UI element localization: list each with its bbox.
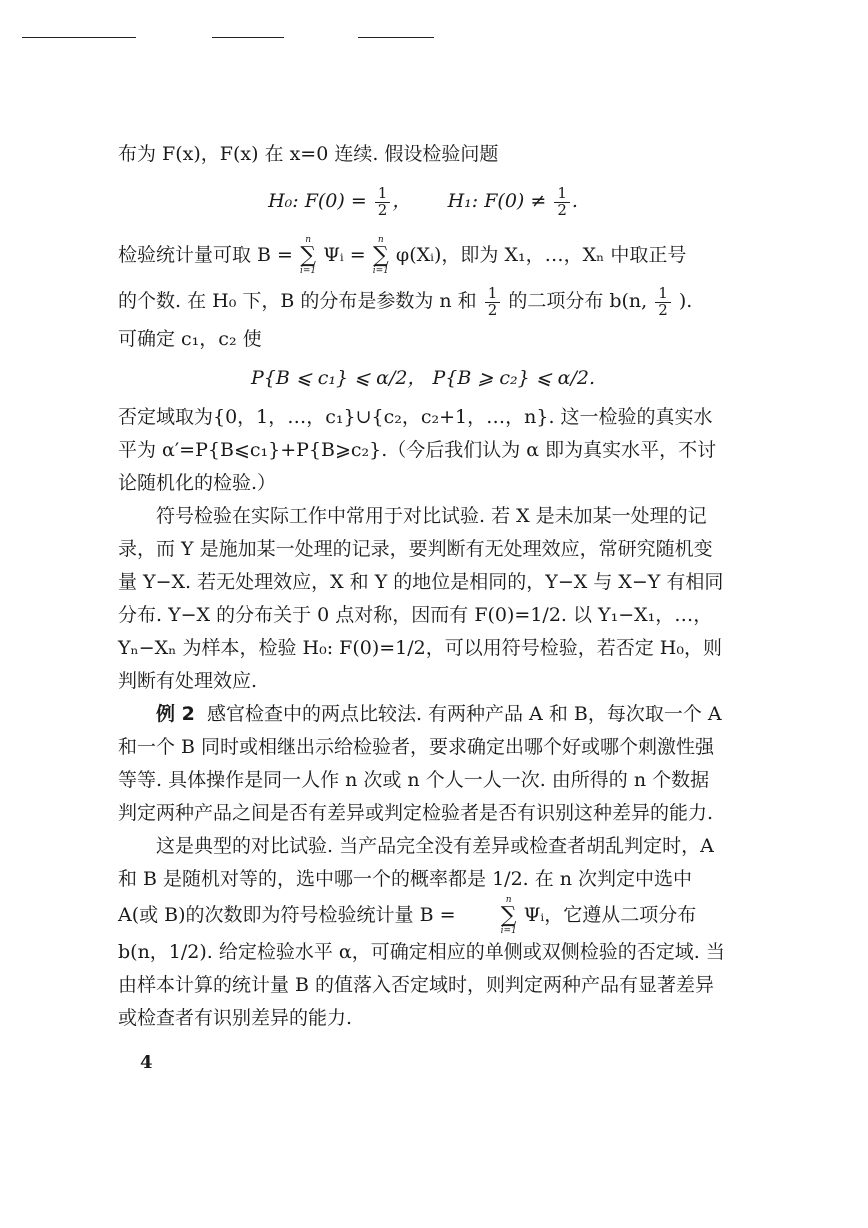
sum-symbol: n ∑ i=1 (300, 235, 317, 276)
paragraph-sign-test: 符号检验在实际工作中常用于对比试验. 若 X 是未加某一处理的记录，而 Y 是施加某一处理的记录，要判断有无处理效应，常研究随机变量 Y−X. 若无处理效应，X 和 Y 的地位是相同的，Y−X 与 X−Y 有相同分布. Y−X 的分布关于 0 点对称，因而有 F(0)=1/2. 以 Y₁−X₁，…，Yₙ−Xₙ 为样本，检验 H₀: F(0)=1/2，可以用符号检验，若否定 H₀，则判断有处理效应. (118, 505, 724, 692)
fraction-half: $\frac{1}{2}$ (554, 186, 570, 219)
distribution-line: 的个数. 在 H₀ 下，B 的分布是参数为 n 和 $\frac{1}{2}$ 的二项分布 b(n, $\frac{1}{2}$ ). (118, 283, 693, 319)
h0-text: H₀: F(0) = (268, 190, 367, 212)
header-rule-1 (22, 37, 136, 38)
sum-symbol: n ∑ i=1 (500, 895, 517, 936)
page-number: 4 (140, 1052, 153, 1073)
header-rule-3 (358, 37, 434, 38)
h1-text: H₁: F(0) ≠ (447, 190, 547, 212)
example-label: 例 2 (156, 703, 195, 725)
text-line: 否定域取为{0，1，…，c₁}∪{c₂，c₂+1，…，n}. 这一检验的真实水平为 α′=P{B⩽c₁}+P{B⩾c₂}.（今后我们认为 α 即为真实水平，不讨论随机化的检验.） (118, 406, 717, 494)
paragraph-analysis: 这是典型的对比试验. 当产品完全没有差异或检查者胡乱判定时，A 和 B 是随机对等的，选中哪一个的概率都是 1/2. 在 n 次判定中选中 A(或 B)的次数即为符号检验统计量 B = n ∑ i=1 Ψᵢ，它遵从二项分布 b(n，1/2). 给定检验水平 α，可确定相应的单侧或双侧检验的否定域. 当由样本计算的统计量 B 的值落入否定域时，则判定两种产品有显著差异或检查者有识别差异的能力. (118, 835, 725, 1029)
fraction-half: $\frac{1}{2}$ (375, 186, 391, 219)
text-line: 布为 F(x)，F(x) 在 x=0 连续. 假设检验问题 (118, 143, 499, 165)
text-line: 可确定 c₁，c₂ 使 (118, 328, 262, 350)
page-body (118, 138, 728, 1035)
header-rule-2 (212, 37, 284, 38)
fraction-half: $\frac{1}{2}$ (485, 286, 501, 319)
hypothesis-display: H₀: F(0) = $\frac{1}{2}$ ， H₁: F(0) ≠ $\frac{1}{2}$ . (268, 183, 578, 219)
inequality-display: P{B ⩽ c₁} ⩽ α/2， P{B ⩾ c₂} ⩽ α/2. (250, 367, 596, 389)
statistic-line: 检验统计量可取 B = n ∑ i=1 Ψᵢ = n ∑ i=1 φ(Xᵢ)，即为 X₁，…，Xₙ 中取正号 (118, 235, 687, 276)
paragraph-example-2: 例 2 感官检查中的两点比较法. 有两种产品 A 和 B，每次取一个 A 和一个 B 同时或相继出示给检验者，要求确定出哪个好或哪个刺激性强等等. 具体操作是同一人作 n 次或 n 个人一人一次. 由所得的 n 个数据判定两种产品之间是否有差异或判定检验者是否有识别这种差异的能力. (118, 703, 722, 824)
fraction-half: $\frac{1}{2}$ (655, 286, 671, 319)
sum-symbol: n ∑ i=1 (372, 235, 389, 276)
